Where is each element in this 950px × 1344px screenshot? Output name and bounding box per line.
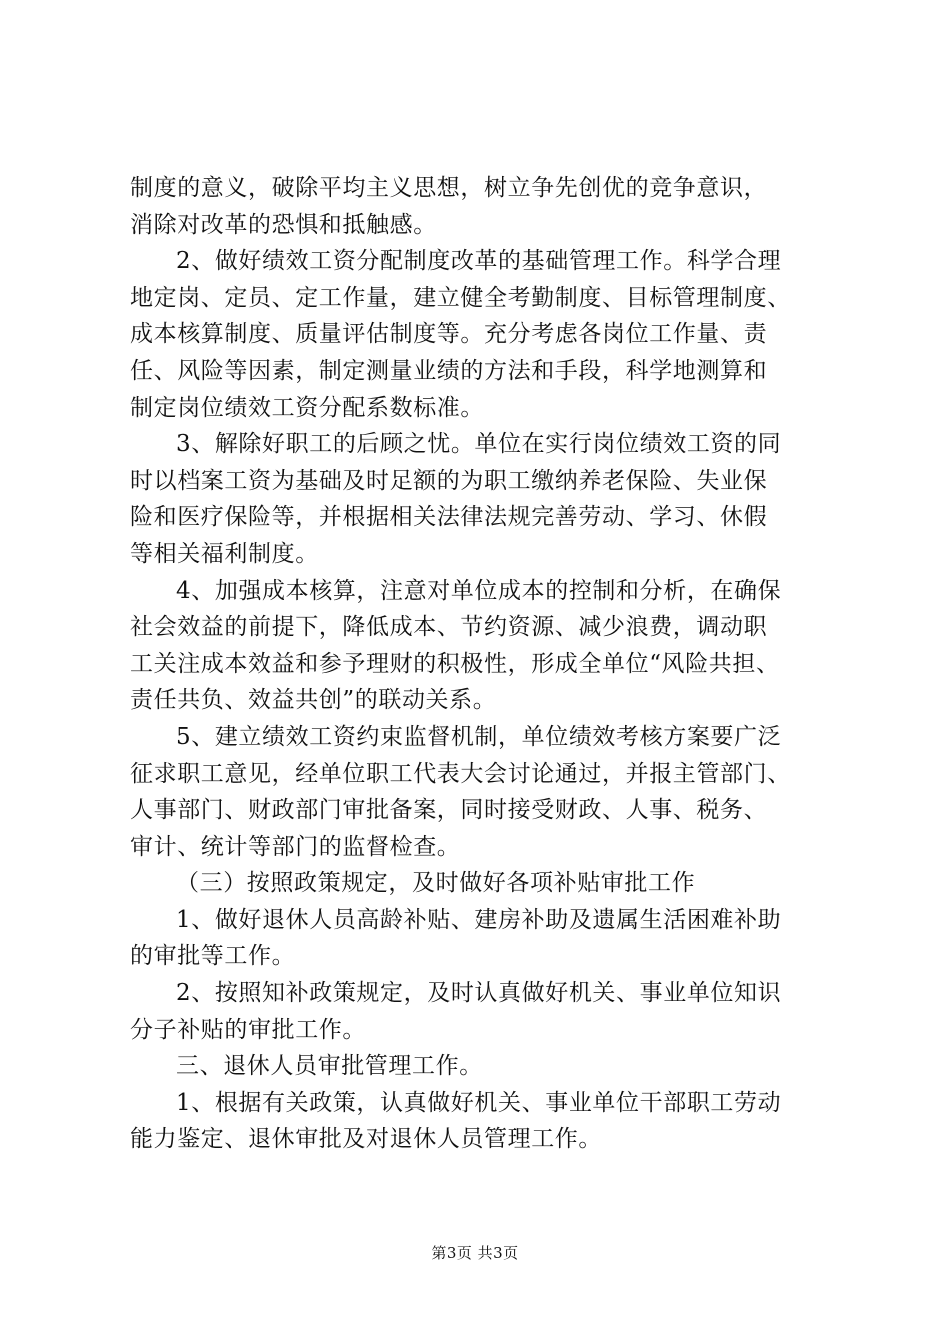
text-line: 制度的意义，破除平均主义思想，树立争先创优的竞争意识， <box>130 175 768 201</box>
text-line: 社会效益的前提下，降低成本、节约资源、减少浪费，调动职 <box>130 614 768 641</box>
text-line: 消除对改革的恐惧和抵触感。 <box>130 211 437 238</box>
text-line: 的审批等工作。 <box>130 943 296 970</box>
text-line: 2、做好绩效工资分配制度改革的基础管理工作。科学合理 <box>176 248 782 275</box>
text-line: 责任共负、效益共创”的联动关系。 <box>130 687 497 714</box>
text-line: 3、解除好职工的后顾之忧。单位在实行岗位绩效工资的同 <box>176 431 782 458</box>
text-line: 等相关福利制度。 <box>130 540 319 567</box>
text-line: 4、加强成本核算，注意对单位成本的控制和分析，在确保 <box>176 577 782 604</box>
text-line: 征求职工意见，经单位职工代表大会讨论通过，并报主管部门、 <box>130 760 791 787</box>
text-line: 时以档案工资为基础及时足额的为职工缴纳养老保险、失业保 <box>130 467 768 494</box>
text-line: 人事部门、财政部门审批备案，同时接受财政、人事、税务、 <box>130 797 768 824</box>
text-line: 5、建立绩效工资约束监督机制，单位绩效考核方案要广泛 <box>176 723 782 750</box>
page-footer: 第3页 共3页 <box>431 1244 519 1262</box>
text-line: 三、退休人员审批管理工作。 <box>176 1053 483 1080</box>
text-line: 地定岗、定员、定工作量，建立健全考勤制度、目标管理制度、 <box>130 284 791 311</box>
text-line: 制定岗位绩效工资分配系数标准。 <box>130 394 484 421</box>
text-line: 1、根据有关政策，认真做好机关、事业单位干部职工劳动 <box>176 1089 782 1116</box>
text-line: 审计、统计等部门的监督检查。 <box>130 833 461 860</box>
text-line: 成本核算制度、质量评估制度等。充分考虑各岗位工作量、责 <box>130 321 768 348</box>
text-line: 分子补贴的审批工作。 <box>130 1016 366 1043</box>
text-line: 任、风险等因素，制定测量业绩的方法和手段，科学地测算和 <box>130 357 768 384</box>
text-line: 1、做好退休人员高龄补贴、建房补助及遗属生活困难补助 <box>176 906 782 933</box>
text-line: 工关注成本效益和参予理财的积极性，形成全单位“风险共担、 <box>130 650 780 677</box>
text-line: 险和医疗保险等，并根据相关法律法规完善劳动、学习、休假 <box>130 504 768 531</box>
text-line: （三）按照政策规定，及时做好各项补贴审批工作 <box>176 870 696 897</box>
text-line: 能力鉴定、退休审批及对退休人员管理工作。 <box>130 1126 602 1153</box>
document-body <box>130 170 830 1158</box>
text-line: 2、按照知补政策规定，及时认真做好机关、事业单位知识 <box>176 980 782 1007</box>
